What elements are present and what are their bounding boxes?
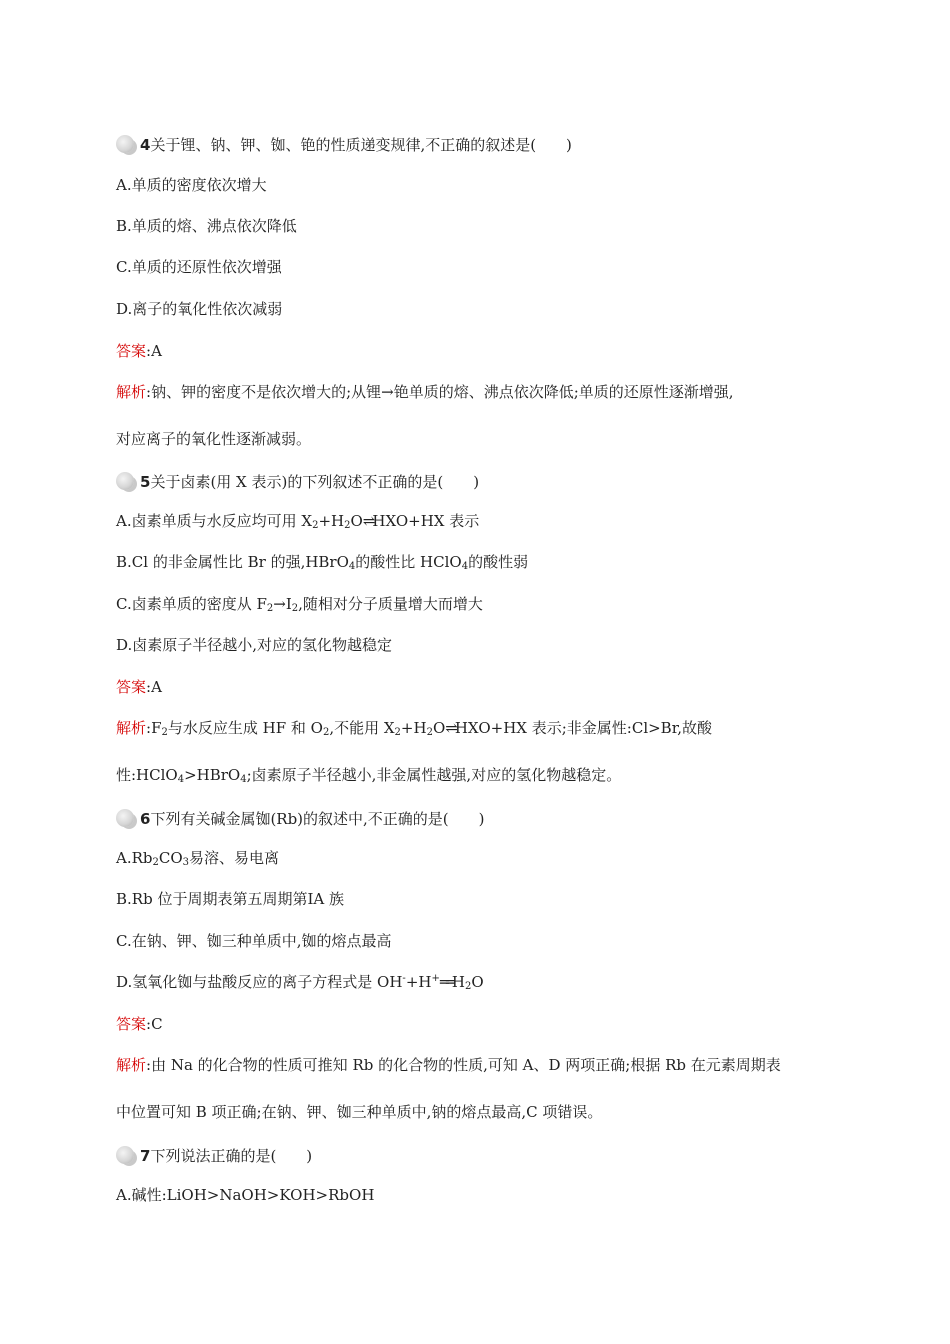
q6-answer: 答案:C (116, 1015, 163, 1033)
q6-option-a: $A.Rb_2CO_3$易溶、易电离 (116, 849, 280, 868)
equals-sign-icon: ══ (439, 973, 452, 991)
q5-option-a: A.卤素单质与水反应均可用 $X_2+H_2O\rightleftharpoons HXO+HX$ 表示 (116, 512, 480, 531)
question-5-stem: 5关于卤素(用 X 表示)的下列叙述不正确的是( ) (116, 472, 479, 492)
q6-option-d: D.氢氧化铷与盐酸反应的离子方程式是 $OH^-+H^+══H_2O$ (116, 973, 484, 992)
q6-analysis-line-2: 中位置可知 B 项正确;在钠、钾、铷三种单质中,钠的熔点最高,C 项错误。 (116, 1103, 603, 1121)
question-number: 6 (140, 810, 151, 828)
question-6-stem: 6下列有关碱金属铷(Rb)的叙述中,不正确的是( ) (116, 809, 485, 829)
q5-option-b: B.Cl 的非金属性比 Br 的强,HBrO$_4$的酸性比 HClO$_4$的酸性弱 (116, 553, 529, 572)
question-number: 5 (140, 473, 151, 491)
q5-option-c: C.卤素单质的密度从 $F_2\to I_2$,随相对分子质量增大而增大 (116, 595, 483, 614)
q4-option-b: B.单质的熔、沸点依次降低 (116, 217, 297, 235)
question-7-stem: 7下列说法正确的是( ) (116, 1146, 312, 1166)
equilibrium-arrow-icon: ⇌ (445, 719, 455, 737)
q4-answer: 答案:A (116, 342, 162, 360)
question-bullet-icon (116, 135, 134, 153)
q4-option-c: C.单质的还原性依次增强 (116, 258, 282, 276)
q5-analysis-line-2: 性:HClO$_4$>HBrO$_4$;卤素原子半径越小,非金属性越强,对应的氢化物越稳定。 (116, 766, 622, 785)
question-number: 4 (140, 136, 151, 154)
q4-analysis-line-1: 解析:钠、钾的密度不是依次增大的;从锂→铯单质的熔、沸点依次降低;单质的还原性逐渐增强, (116, 383, 734, 401)
question-bullet-icon (116, 1146, 134, 1164)
q7-option-a: A.碱性:LiOH>NaOH>KOH>RbOH (116, 1186, 375, 1204)
q4-analysis-line-2: 对应离子的氧化性逐渐减弱。 (116, 430, 312, 448)
question-4-stem: 4关于锂、钠、钾、铷、铯的性质递变规律,不正确的叙述是( ) (116, 135, 572, 155)
question-bullet-icon (116, 472, 134, 490)
q5-analysis-line-1: 解析$:F_2$与水反应生成 HF 和 $O_2$,不能用 $X_2+H_2O\rightleftharpoons HXO+HX$ 表示;非金属性:Cl>Br,故酸 (116, 719, 712, 738)
q5-answer: 答案:A (116, 678, 162, 696)
q5-option-d: D.卤素原子半径越小,对应的氢化物越稳定 (116, 636, 393, 654)
question-bullet-icon (116, 809, 134, 827)
q6-analysis-line-1: 解析:由 Na 的化合物的性质可推知 Rb 的化合物的性质,可知 A、D 两项正确;根据 Rb 在元素周期表 (116, 1056, 781, 1074)
q4-option-a: A.单质的密度依次增大 (116, 176, 267, 194)
q6-option-c: C.在钠、钾、铷三种单质中,铷的熔点最高 (116, 932, 392, 950)
q6-option-b: B.Rb 位于周期表第五周期第ⅠA 族 (116, 890, 344, 908)
question-number: 7 (140, 1147, 151, 1165)
q4-option-d: D.离子的氧化性依次减弱 (116, 300, 283, 318)
equilibrium-arrow-icon: ⇌ (362, 512, 373, 530)
